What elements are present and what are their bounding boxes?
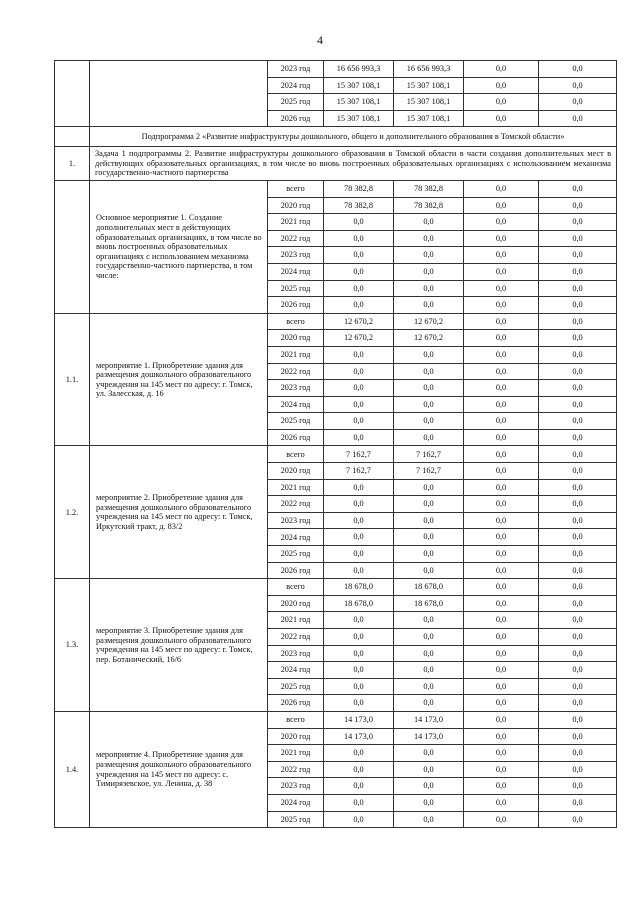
value-cell: 0,0: [464, 512, 539, 529]
value-cell: 0,0: [539, 612, 617, 629]
year-cell: всего: [268, 180, 324, 197]
total-cell: 0,0: [324, 263, 394, 280]
total-cell: 0,0: [324, 761, 394, 778]
value-cell: 0,0: [539, 711, 617, 728]
budget-cell: 0,0: [394, 811, 464, 828]
value-cell: 0,0: [539, 77, 617, 94]
total-cell: 0,0: [324, 280, 394, 297]
budget-cell: 0,0: [394, 562, 464, 579]
year-cell: 2024 год: [268, 77, 324, 94]
total-cell: 0,0: [324, 745, 394, 762]
subprogram-title: Подпрограмма 2 «Развитие инфраструктуры дошкольного, общего и дополнительного образования в Томской области»: [90, 127, 617, 147]
year-cell: 2021 год: [268, 612, 324, 629]
value-cell: 0,0: [464, 413, 539, 430]
activity-number: 1.2.: [55, 446, 90, 579]
total-cell: 18 678,0: [324, 579, 394, 596]
activity-name: мероприятие 3. Приобретение здания для размещения дошкольного образовательного учреждения на 145 мест по адресу: г. Томск, пер. Ботанический, 16/6: [90, 579, 268, 712]
budget-cell: 0,0: [394, 346, 464, 363]
year-cell: 2025 год: [268, 546, 324, 563]
activity-number: [55, 180, 90, 313]
year-cell: 2026 год: [268, 562, 324, 579]
year-cell: 2022 год: [268, 230, 324, 247]
total-cell: 14 173,0: [324, 711, 394, 728]
budget-cell: 0,0: [394, 479, 464, 496]
total-cell: 0,0: [324, 629, 394, 646]
value-cell: 0,0: [539, 214, 617, 231]
value-cell: 0,0: [464, 678, 539, 695]
value-cell: 0,0: [539, 280, 617, 297]
budget-cell: 0,0: [394, 396, 464, 413]
budget-cell: 0,0: [394, 297, 464, 314]
year-cell: 2020 год: [268, 595, 324, 612]
value-cell: 0,0: [539, 263, 617, 280]
task-text: Задача 1 подпрограммы 2. Развитие инфраструктуры дошкольного образования в Томской области в части создания дополнительных мест в действующих образовательных организациях, в том числе во вновь построенных образовательных организациях с использованием механизма государственно-частного партнерства: [90, 147, 617, 181]
value-cell: 0,0: [464, 197, 539, 214]
value-cell: 0,0: [539, 662, 617, 679]
year-cell: 2026 год: [268, 695, 324, 712]
year-cell: 2024 год: [268, 662, 324, 679]
value-cell: 0,0: [464, 546, 539, 563]
value-cell: 0,0: [464, 778, 539, 795]
value-cell: 0,0: [464, 297, 539, 314]
year-cell: 2024 год: [268, 263, 324, 280]
budget-cell: 12 670,2: [394, 330, 464, 347]
value-cell: 0,0: [464, 363, 539, 380]
total-cell: 0,0: [324, 678, 394, 695]
value-cell: 0,0: [539, 761, 617, 778]
value-cell: 0,0: [464, 214, 539, 231]
year-cell: всего: [268, 579, 324, 596]
value-cell: 0,0: [539, 94, 617, 111]
value-cell: 0,0: [539, 529, 617, 546]
budget-cell: 78 382,8: [394, 197, 464, 214]
total-cell: 78 382,8: [324, 180, 394, 197]
budget-cell: 0,0: [394, 247, 464, 264]
total-cell: 0,0: [324, 695, 394, 712]
year-cell: 2024 год: [268, 396, 324, 413]
year-cell: 2023 год: [268, 645, 324, 662]
budget-cell: 0,0: [394, 612, 464, 629]
value-cell: 0,0: [464, 761, 539, 778]
budget-cell: 0,0: [394, 761, 464, 778]
value-cell: 0,0: [539, 678, 617, 695]
value-cell: 0,0: [539, 396, 617, 413]
value-cell: 0,0: [539, 61, 617, 78]
value-cell: 0,0: [539, 180, 617, 197]
total-cell: 0,0: [324, 346, 394, 363]
year-cell: 2025 год: [268, 280, 324, 297]
budget-cell: 0,0: [394, 263, 464, 280]
value-cell: 0,0: [464, 612, 539, 629]
value-cell: 0,0: [539, 230, 617, 247]
year-cell: 2024 год: [268, 794, 324, 811]
total-cell: 0,0: [324, 230, 394, 247]
year-cell: 2022 год: [268, 761, 324, 778]
total-cell: 12 670,2: [324, 330, 394, 347]
value-cell: 0,0: [539, 110, 617, 127]
year-cell: 2025 год: [268, 811, 324, 828]
value-cell: 0,0: [464, 280, 539, 297]
total-cell: 12 670,2: [324, 313, 394, 330]
value-cell: 0,0: [464, 346, 539, 363]
total-cell: 15 307 108,1: [324, 77, 394, 94]
year-cell: 2022 год: [268, 363, 324, 380]
row-number-cell: [55, 127, 90, 147]
value-cell: 0,0: [464, 61, 539, 78]
row-description-cell: [90, 61, 268, 127]
total-cell: 14 173,0: [324, 728, 394, 745]
value-cell: 0,0: [539, 811, 617, 828]
budget-cell: 0,0: [394, 629, 464, 646]
year-cell: 2026 год: [268, 429, 324, 446]
year-cell: 2020 год: [268, 330, 324, 347]
total-cell: 0,0: [324, 512, 394, 529]
value-cell: 0,0: [539, 546, 617, 563]
total-cell: 7 162,7: [324, 446, 394, 463]
activity-name: мероприятие 4. Приобретение здания для размещения дошкольного образовательного учреждения на 145 мест по адресу: с. Тимирязевское, ул. Ленина, д. 38: [90, 711, 268, 827]
value-cell: 0,0: [539, 479, 617, 496]
budget-cell: 15 307 108,1: [394, 94, 464, 111]
table-row: [55, 180, 617, 197]
value-cell: 0,0: [539, 463, 617, 480]
total-cell: 0,0: [324, 429, 394, 446]
year-cell: всего: [268, 313, 324, 330]
value-cell: 0,0: [464, 662, 539, 679]
year-cell: всего: [268, 711, 324, 728]
value-cell: 0,0: [464, 230, 539, 247]
budget-cell: 14 173,0: [394, 728, 464, 745]
value-cell: 0,0: [464, 595, 539, 612]
value-cell: 0,0: [464, 479, 539, 496]
year-cell: 2021 год: [268, 214, 324, 231]
year-cell: 2023 год: [268, 778, 324, 795]
budget-cell: 12 670,2: [394, 313, 464, 330]
total-cell: 16 656 993,3: [324, 61, 394, 78]
budget-cell: 0,0: [394, 413, 464, 430]
activity-name: мероприятие 2. Приобретение здания для размещения дошкольного образовательного учреждения на 145 мест по адресу: г. Томск, Иркутский тракт, д. 83/2: [90, 446, 268, 579]
budget-cell: 15 307 108,1: [394, 77, 464, 94]
value-cell: 0,0: [464, 794, 539, 811]
value-cell: 0,0: [464, 496, 539, 513]
value-cell: 0,0: [464, 429, 539, 446]
year-cell: 2023 год: [268, 61, 324, 78]
value-cell: 0,0: [539, 496, 617, 513]
budget-cell: 0,0: [394, 678, 464, 695]
table-body: [55, 61, 617, 828]
budget-cell: 0,0: [394, 695, 464, 712]
value-cell: 0,0: [539, 297, 617, 314]
value-cell: 0,0: [539, 446, 617, 463]
value-cell: 0,0: [464, 629, 539, 646]
value-cell: 0,0: [464, 711, 539, 728]
total-cell: 0,0: [324, 413, 394, 430]
total-cell: 0,0: [324, 662, 394, 679]
year-cell: 2023 год: [268, 247, 324, 264]
value-cell: 0,0: [464, 811, 539, 828]
activity-number: 1.1.: [55, 313, 90, 446]
budget-cell: 18 678,0: [394, 595, 464, 612]
total-cell: 0,0: [324, 612, 394, 629]
budget-cell: 0,0: [394, 280, 464, 297]
budget-cell: 0,0: [394, 546, 464, 563]
year-cell: 2022 год: [268, 629, 324, 646]
total-cell: 0,0: [324, 562, 394, 579]
year-cell: 2021 год: [268, 346, 324, 363]
value-cell: 0,0: [539, 629, 617, 646]
value-cell: 0,0: [464, 380, 539, 397]
year-cell: 2020 год: [268, 197, 324, 214]
total-cell: 15 307 108,1: [324, 110, 394, 127]
total-cell: 0,0: [324, 794, 394, 811]
budget-table: [54, 60, 617, 828]
budget-cell: 0,0: [394, 794, 464, 811]
subprogram-row: [55, 127, 617, 147]
value-cell: 0,0: [539, 363, 617, 380]
task-number: 1.: [55, 147, 90, 181]
table-row: [55, 579, 617, 596]
total-cell: 0,0: [324, 811, 394, 828]
total-cell: 0,0: [324, 396, 394, 413]
value-cell: 0,0: [464, 645, 539, 662]
year-cell: 2025 год: [268, 678, 324, 695]
budget-cell: 18 678,0: [394, 579, 464, 596]
page-number: 4: [317, 33, 323, 47]
budget-cell: 0,0: [394, 230, 464, 247]
budget-cell: 0,0: [394, 645, 464, 662]
value-cell: 0,0: [539, 429, 617, 446]
value-cell: 0,0: [464, 579, 539, 596]
total-cell: 0,0: [324, 479, 394, 496]
table-row: [55, 711, 617, 728]
value-cell: 0,0: [464, 180, 539, 197]
total-cell: 0,0: [324, 380, 394, 397]
value-cell: 0,0: [464, 330, 539, 347]
budget-cell: 0,0: [394, 512, 464, 529]
value-cell: 0,0: [464, 745, 539, 762]
budget-cell: 0,0: [394, 529, 464, 546]
table-row: [55, 61, 617, 78]
value-cell: 0,0: [464, 446, 539, 463]
total-cell: 0,0: [324, 645, 394, 662]
budget-cell: 14 173,0: [394, 711, 464, 728]
value-cell: 0,0: [539, 197, 617, 214]
year-cell: 2026 год: [268, 110, 324, 127]
budget-cell: 16 656 993,3: [394, 61, 464, 78]
value-cell: 0,0: [464, 247, 539, 264]
budget-cell: 0,0: [394, 214, 464, 231]
budget-cell: 0,0: [394, 380, 464, 397]
value-cell: 0,0: [464, 94, 539, 111]
year-cell: 2025 год: [268, 413, 324, 430]
budget-cell: 7 162,7: [394, 463, 464, 480]
value-cell: 0,0: [464, 562, 539, 579]
year-cell: 2023 год: [268, 380, 324, 397]
activity-name: мероприятие 1. Приобретение здания для размещения дошкольного образовательного учреждения на 145 мест по адресу: г. Томск, ул. Залесская, д. 16: [90, 313, 268, 446]
budget-cell: 0,0: [394, 429, 464, 446]
year-cell: 2020 год: [268, 463, 324, 480]
total-cell: 0,0: [324, 247, 394, 264]
total-cell: 18 678,0: [324, 595, 394, 612]
budget-cell: 0,0: [394, 745, 464, 762]
value-cell: 0,0: [539, 778, 617, 795]
value-cell: 0,0: [539, 745, 617, 762]
value-cell: 0,0: [539, 330, 617, 347]
value-cell: 0,0: [539, 562, 617, 579]
value-cell: 0,0: [464, 313, 539, 330]
year-cell: 2023 год: [268, 512, 324, 529]
value-cell: 0,0: [464, 110, 539, 127]
task-row: [55, 147, 617, 181]
value-cell: 0,0: [464, 77, 539, 94]
value-cell: 0,0: [539, 695, 617, 712]
value-cell: 0,0: [464, 396, 539, 413]
year-cell: всего: [268, 446, 324, 463]
total-cell: 0,0: [324, 363, 394, 380]
value-cell: 0,0: [539, 645, 617, 662]
total-cell: 15 307 108,1: [324, 94, 394, 111]
value-cell: 0,0: [464, 695, 539, 712]
total-cell: 0,0: [324, 496, 394, 513]
total-cell: 0,0: [324, 529, 394, 546]
budget-cell: 15 307 108,1: [394, 110, 464, 127]
value-cell: 0,0: [539, 595, 617, 612]
row-number-cell: [55, 61, 90, 127]
value-cell: 0,0: [539, 728, 617, 745]
total-cell: 0,0: [324, 297, 394, 314]
table-row: [55, 313, 617, 330]
total-cell: 0,0: [324, 214, 394, 231]
year-cell: 2025 год: [268, 94, 324, 111]
table-row: [55, 446, 617, 463]
budget-cell: 78 382,8: [394, 180, 464, 197]
total-cell: 78 382,8: [324, 197, 394, 214]
year-cell: 2022 год: [268, 496, 324, 513]
budget-cell: 0,0: [394, 778, 464, 795]
activity-name: Основное мероприятие 1. Создание дополнительных мест в действующих образовательных организациях, в том числе во вновь построенных образовательных организациях с использованием механизма государственно-частного партнерства, в том числе:: [90, 180, 268, 313]
value-cell: 0,0: [539, 313, 617, 330]
total-cell: 7 162,7: [324, 463, 394, 480]
value-cell: 0,0: [464, 529, 539, 546]
year-cell: 2020 год: [268, 728, 324, 745]
value-cell: 0,0: [539, 413, 617, 430]
total-cell: 0,0: [324, 778, 394, 795]
budget-cell: 0,0: [394, 662, 464, 679]
activity-number: 1.3.: [55, 579, 90, 712]
value-cell: 0,0: [464, 263, 539, 280]
value-cell: 0,0: [464, 728, 539, 745]
budget-cell: 7 162,7: [394, 446, 464, 463]
value-cell: 0,0: [539, 579, 617, 596]
activity-number: 1.4.: [55, 711, 90, 827]
value-cell: 0,0: [539, 794, 617, 811]
value-cell: 0,0: [464, 463, 539, 480]
year-cell: 2021 год: [268, 479, 324, 496]
value-cell: 0,0: [539, 512, 617, 529]
year-cell: 2024 год: [268, 529, 324, 546]
budget-cell: 0,0: [394, 496, 464, 513]
value-cell: 0,0: [539, 346, 617, 363]
value-cell: 0,0: [539, 247, 617, 264]
budget-cell: 0,0: [394, 363, 464, 380]
year-cell: 2021 год: [268, 745, 324, 762]
year-cell: 2026 год: [268, 297, 324, 314]
value-cell: 0,0: [539, 380, 617, 397]
total-cell: 0,0: [324, 546, 394, 563]
